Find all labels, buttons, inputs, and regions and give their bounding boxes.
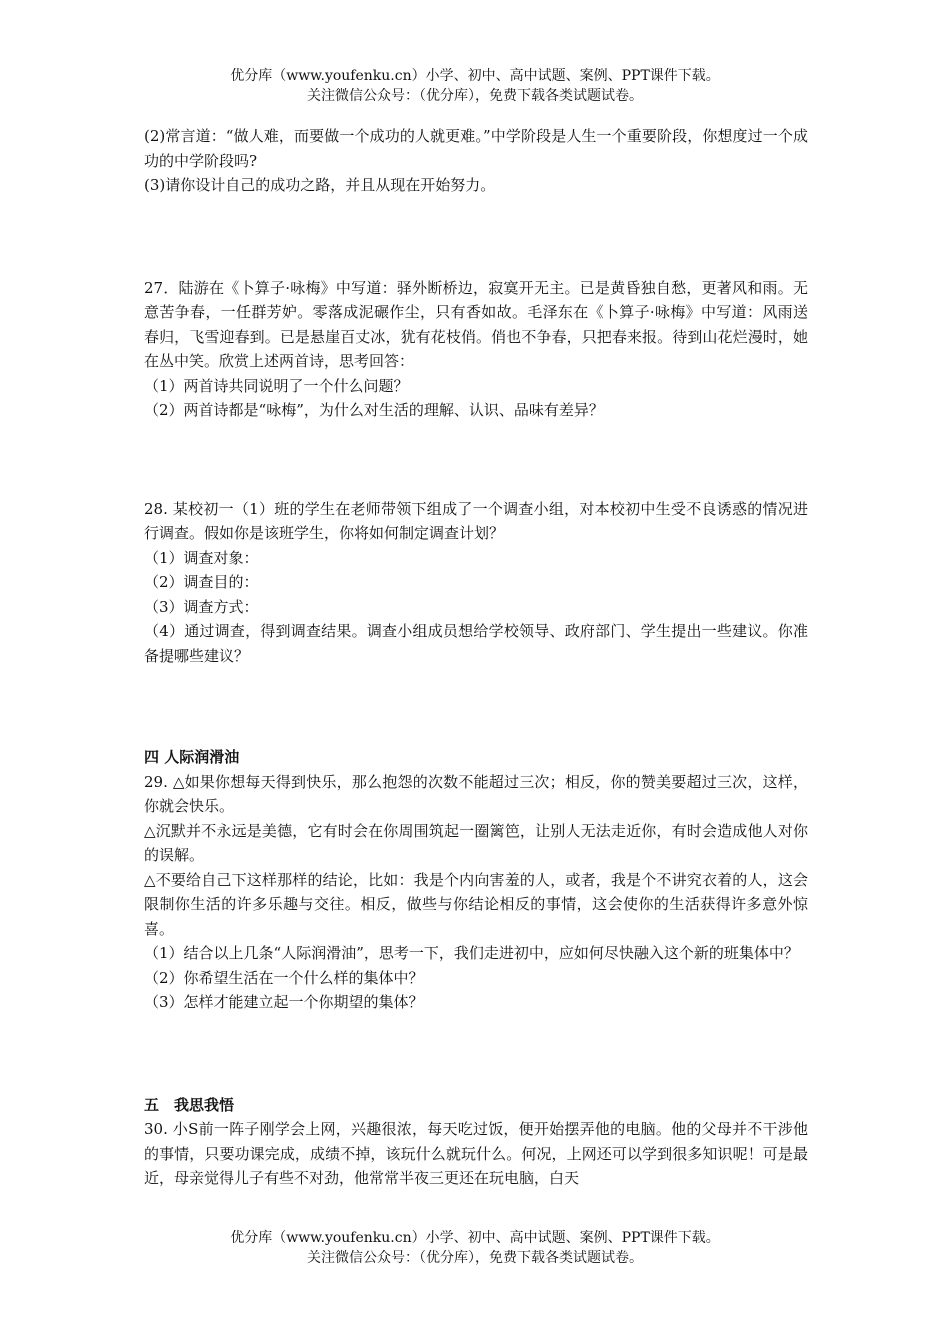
q29-intro: 29. △如果你想每天得到快乐，那么抱怨的次数不能超过三次；相反，你的赞美要超过三次，这样，你就会快乐。 bbox=[144, 772, 808, 815]
q29-bullet-2: △沉默并不永远是美德，它有时会在你周围筑起一圈篱笆，让别人无法走近你，有时会造成他人对你的误解。 bbox=[144, 821, 808, 864]
q29-sub-1: （1）结合以上几条“人际润滑油”，思考一下，我们走进初中，应如何尽快融入这个新的班集体中？ bbox=[144, 944, 799, 962]
q28-sub-2: （2）调查目的： bbox=[144, 573, 259, 591]
q29-sub-2: （2）你希望生活在一个什么样的集体中？ bbox=[144, 968, 424, 987]
footer-line-2: 关注微信公众号：（优分库），免费下载各类试题试卷。 bbox=[307, 1250, 643, 1266]
q28-stem: 28. 某校初一（1）班的学生在老师带领下组成了一个调查小组，对本校初中生受不良诱惑的情况进行调查。假如你是该班学生，你将如何制定调查计划？ bbox=[144, 499, 808, 542]
page-footer bbox=[0, 1228, 950, 1268]
q27-stem: 27．陆游在《卜算子·咏梅》中写道：驿外断桥边，寂寞开无主。已是黄昏独自愁，更著风和雨。无意苦争春，一任群芳妒。零落成泥碾作尘，只有香如故。毛泽东在《卜算子·咏梅》中写道：风雨送春归，飞雪迎春到。已是悬崖百丈冰，犹有花枝俏。俏也不争春，只把春来报。待到山花烂漫时，她在丛中笑。欣赏上述两首诗，思考回答： bbox=[144, 278, 808, 370]
q28-sub-4: （4）通过调查，得到调查结果。调查小组成员想给学校领导、政府部门、学生提出一些建议。你准备提哪些建议？ bbox=[144, 622, 808, 665]
q27-sub-2: （2）两首诗都是“咏梅”，为什么对生活的理解、认识、品味有差异？ bbox=[144, 401, 604, 419]
q26-part-2: (2)常言道：“做人难，而要做一个成功的人就更难。”中学阶段是人生一个重要阶段，你想度过一个成功的中学阶段吗? bbox=[144, 127, 808, 170]
q30-stem: 30. 小S前一阵子刚学会上网，兴趣很浓，每天吃过饭，便开始摆弄他的电脑。他的父母并不干涉他的事情，只要功课完成，成绩不掉，该玩什么就玩什么。何况，上网还可以学到很多知识呢！可是最近，母亲觉得儿子有些不对劲，他常常半夜三更还在玩电脑，白天 bbox=[144, 1120, 808, 1187]
q26-part-3: (3)请你设计自己的成功之路，并且从现在开始努力。 bbox=[144, 176, 496, 194]
footer-line-1: 优分库（www.youfenku.cn）小学、初中、高中试题、案例、PPT课件下载。 bbox=[230, 1230, 720, 1246]
q29-bullet-3: △不要给自己下这样那样的结论，比如：我是个内向害羞的人，或者，我是个不讲究衣着的人，这会限制你生活的许多乐趣与交往。相反，做些与你结论相反的事情，这会使你的生活获得许多意外惊喜。 bbox=[144, 870, 808, 938]
page-header bbox=[0, 66, 950, 106]
section-5-title: 五 我思我悟 bbox=[144, 1095, 235, 1114]
q27-sub-1: （1）两首诗共同说明了一个什么问题？ bbox=[144, 376, 409, 395]
q29-sub-3: （3）怎样才能建立起一个你期望的集体？ bbox=[144, 993, 424, 1011]
section-4-title: 四 人际润滑油 bbox=[144, 748, 240, 766]
document-body bbox=[144, 124, 808, 1191]
q28-sub-3: （3）调查方式： bbox=[144, 597, 259, 616]
header-line-2: 关注微信公众号：（优分库），免费下载各类试题试卷。 bbox=[307, 88, 643, 104]
q28-sub-1: （1）调查对象： bbox=[144, 548, 259, 567]
header-line-1: 优分库（www.youfenku.cn）小学、初中、高中试题、案例、PPT课件下载。 bbox=[230, 68, 720, 84]
